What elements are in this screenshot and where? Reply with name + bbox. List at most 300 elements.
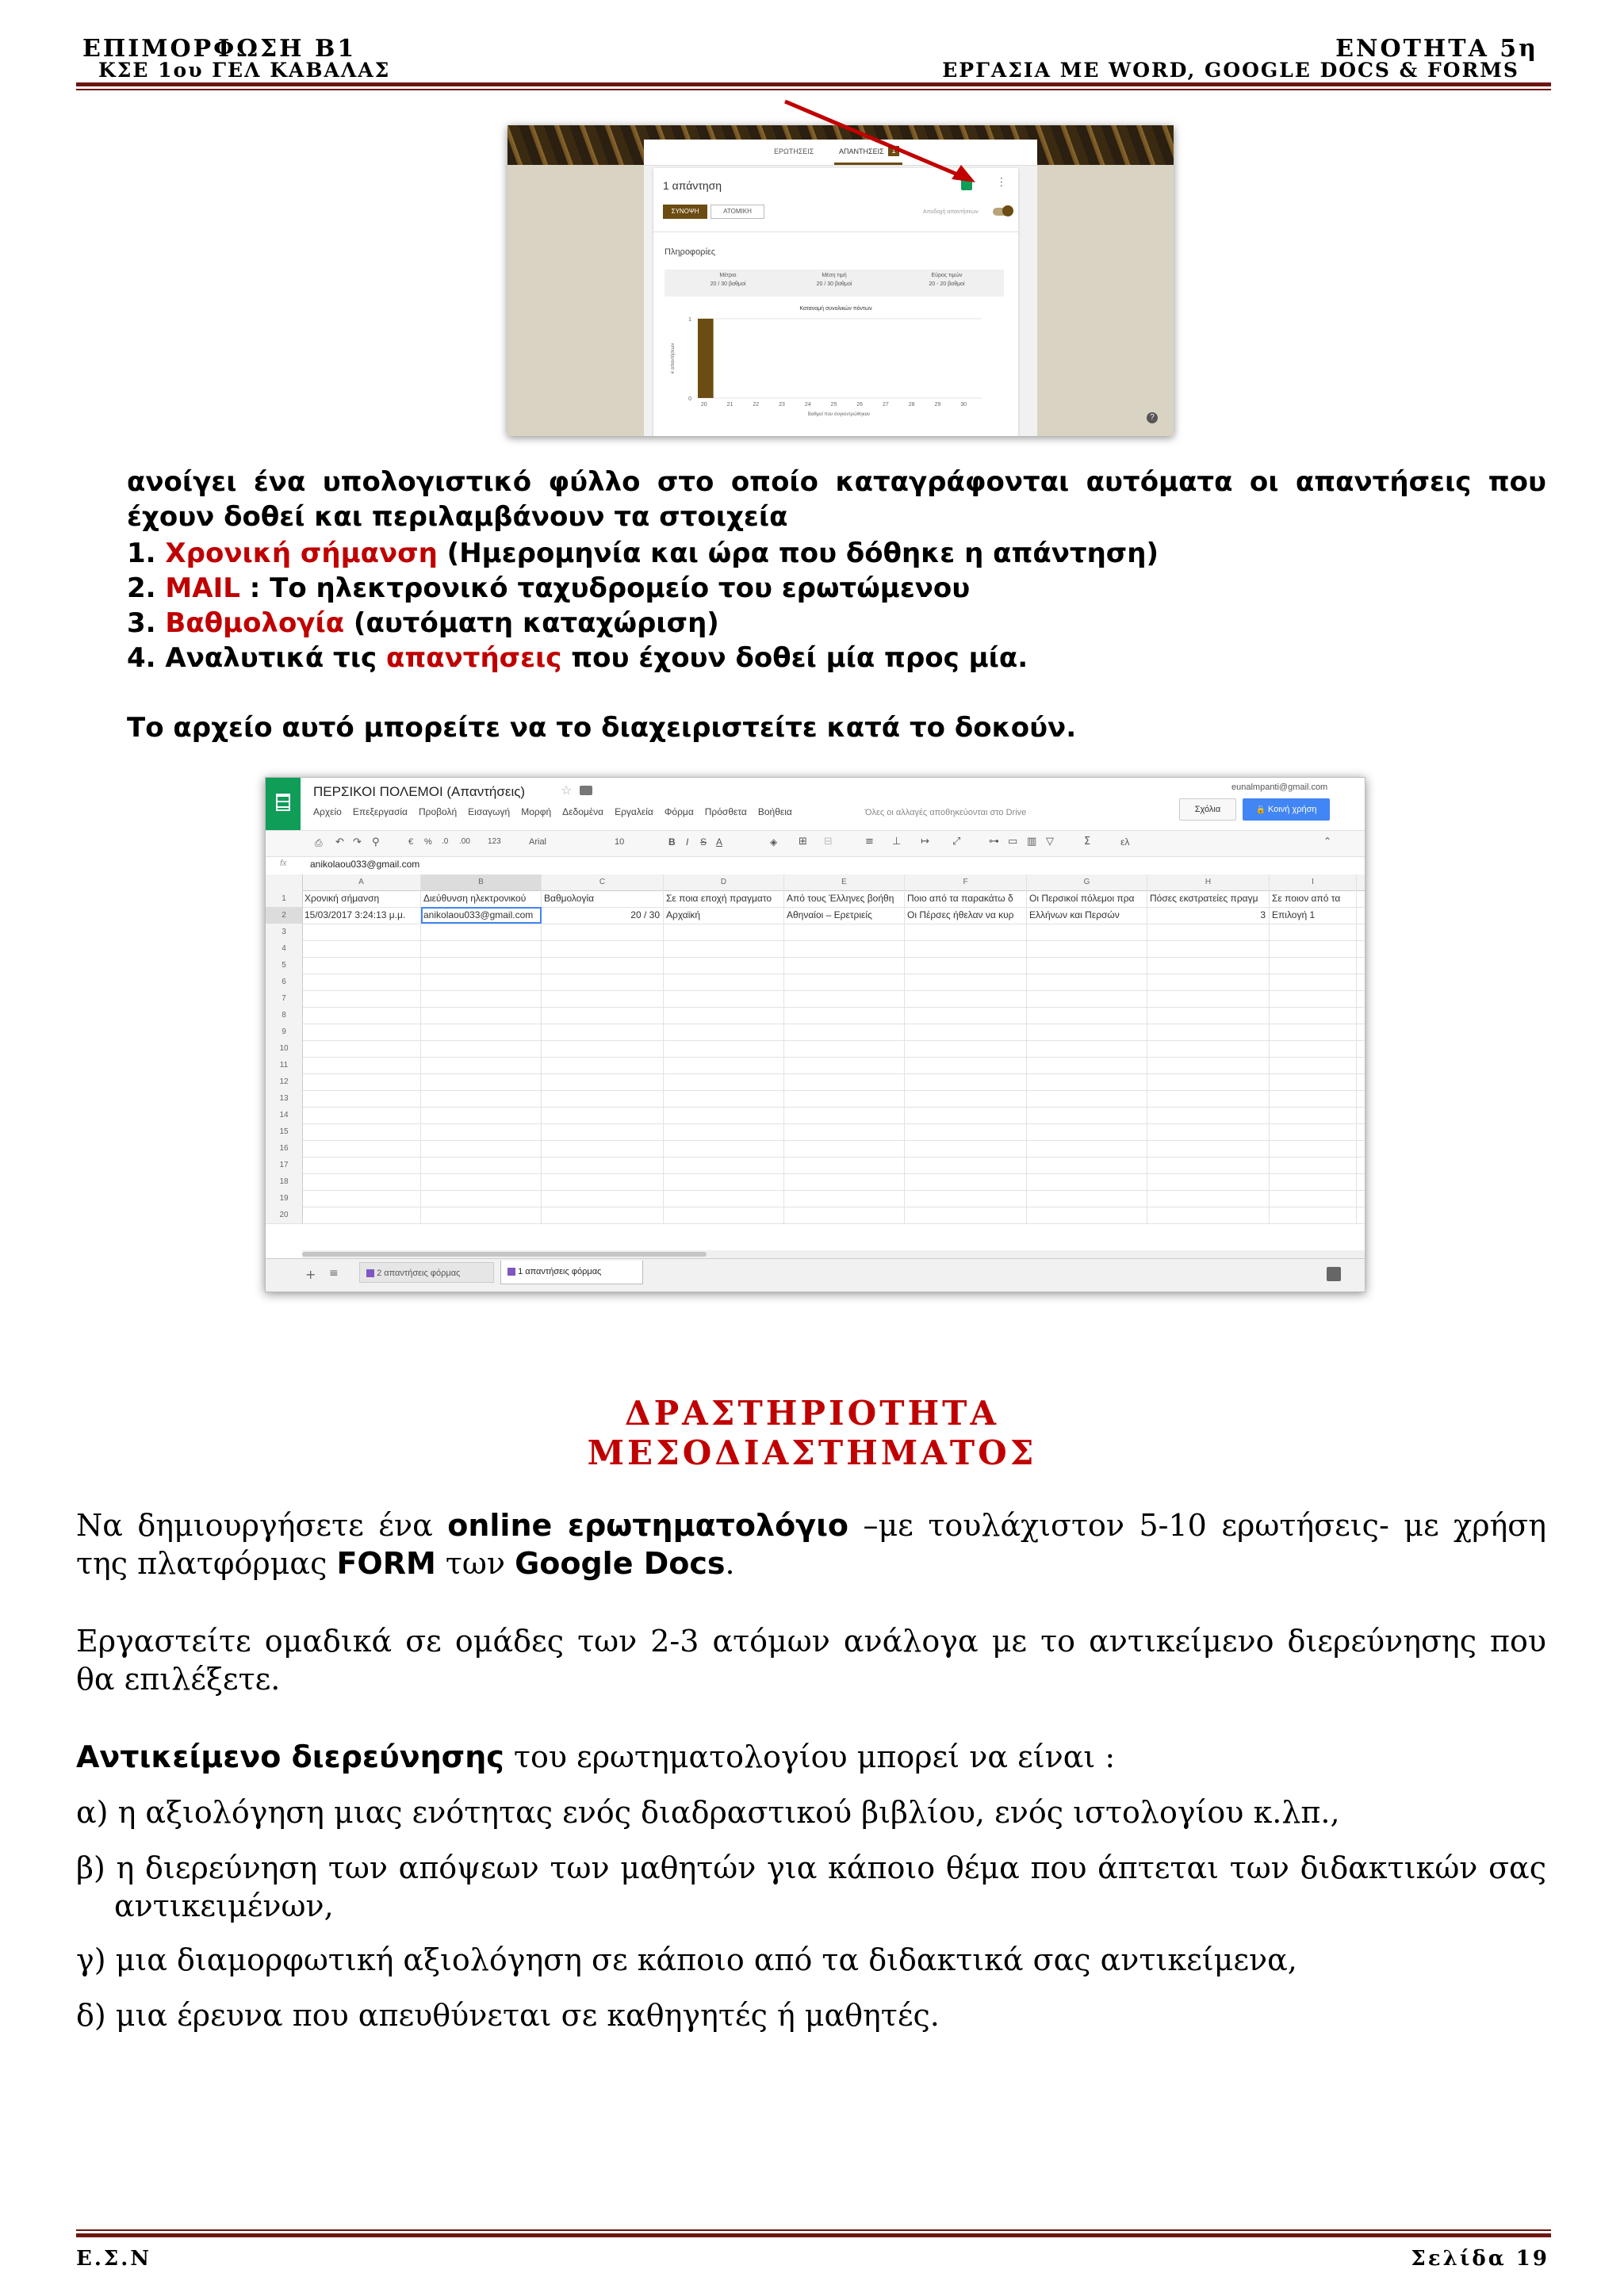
table-cell[interactable] <box>905 1123 1027 1140</box>
stats-strip <box>665 270 1004 297</box>
table-cell[interactable] <box>664 957 784 974</box>
row-number[interactable]: 6 <box>266 974 303 990</box>
table-cell[interactable] <box>1027 1190 1147 1207</box>
menu-item[interactable]: Εισαγωγή <box>468 806 511 817</box>
menu-item[interactable]: Βοήθεια <box>757 806 792 817</box>
table-cell[interactable] <box>302 1024 421 1040</box>
sheets-logo-icon <box>266 778 301 830</box>
row-number[interactable]: 10 <box>266 1040 303 1057</box>
table-cell[interactable] <box>1270 990 1357 1007</box>
chart-y-tick: 1 <box>688 317 691 323</box>
table-cell[interactable] <box>784 1190 905 1207</box>
table-cell[interactable] <box>905 940 1027 957</box>
star-icon[interactable]: ☆ <box>561 783 573 798</box>
table-cell[interactable] <box>542 1207 664 1223</box>
link-icon[interactable]: ⊶ <box>989 836 999 848</box>
table-cell[interactable] <box>905 974 1027 990</box>
table-cell[interactable] <box>1147 957 1270 974</box>
menu-item[interactable]: Επεξεργασία <box>352 806 408 817</box>
help-icon[interactable]: ? <box>1147 412 1158 423</box>
row-number[interactable]: 15 <box>266 1123 303 1140</box>
fx-label: fx <box>280 859 287 868</box>
table-cell[interactable] <box>784 1090 905 1107</box>
column-header[interactable]: I <box>1270 874 1357 890</box>
row-number[interactable]: 12 <box>266 1073 303 1090</box>
table-cell[interactable] <box>784 940 905 957</box>
table-cell[interactable] <box>905 1040 1027 1057</box>
table-cell[interactable] <box>542 1123 664 1140</box>
table-cell[interactable] <box>1147 1123 1270 1140</box>
table-cell[interactable] <box>784 1107 905 1123</box>
table-cell[interactable]: Ελλήνων και Περσών <box>1027 907 1147 924</box>
fill-color-icon[interactable]: ◈ <box>770 836 778 848</box>
row-number[interactable]: 9 <box>266 1024 303 1040</box>
table-cell[interactable]: Βαθμολογία <box>542 890 664 907</box>
table-cell[interactable] <box>1147 1173 1270 1190</box>
table-cell[interactable] <box>1147 1007 1270 1024</box>
table-cell[interactable] <box>1270 1190 1357 1207</box>
header-unit-subtitle: ΕΡΓΑΣΙΑ ΜΕ WORD, GOOGLE DOCS & FORMS <box>942 59 1519 82</box>
table-cell[interactable] <box>1147 974 1270 990</box>
item-number: 1. <box>127 538 156 569</box>
table-cell[interactable] <box>421 1140 542 1157</box>
table-cell[interactable] <box>664 1057 784 1073</box>
table-cell[interactable] <box>542 957 664 974</box>
table-cell[interactable] <box>421 1107 542 1123</box>
table-cell[interactable] <box>784 1157 905 1173</box>
row-number[interactable]: 5 <box>266 957 303 974</box>
table-cell[interactable] <box>784 924 905 940</box>
table-cell[interactable] <box>542 1190 664 1207</box>
table-cell[interactable] <box>784 1123 905 1140</box>
table-cell[interactable] <box>1027 924 1147 940</box>
table-cell[interactable] <box>784 1207 905 1223</box>
table-cell[interactable] <box>302 1040 421 1057</box>
table-cell[interactable] <box>664 1190 784 1207</box>
menu-item[interactable]: Προβολή <box>418 806 458 817</box>
table-cell[interactable] <box>421 1007 542 1024</box>
more-options-icon[interactable]: ⋮ <box>996 176 1007 189</box>
table-cell[interactable] <box>1027 1007 1147 1024</box>
menu-item[interactable]: Φόρμα <box>664 806 694 817</box>
chart-icon[interactable]: ▥ <box>1027 836 1037 848</box>
table-cell[interactable] <box>1027 1090 1147 1107</box>
rotate-icon[interactable]: ⤢ <box>952 836 961 848</box>
table-cell[interactable] <box>302 1107 421 1123</box>
undo-icon[interactable]: ↶ <box>335 836 344 848</box>
table-cell[interactable] <box>784 1007 905 1024</box>
table-cell[interactable] <box>905 1207 1027 1223</box>
menu-item[interactable]: Αρχείο <box>313 806 342 817</box>
chart-title: Κατανομή συνολικών πόντων <box>799 306 872 312</box>
table-cell[interactable] <box>905 1173 1027 1190</box>
column-header[interactable]: D <box>664 874 784 890</box>
table-cell[interactable] <box>784 990 905 1007</box>
row-number[interactable]: 1 <box>266 890 303 907</box>
merge-icon[interactable]: ⊟ <box>824 836 833 848</box>
table-cell[interactable] <box>542 1057 664 1073</box>
table-cell[interactable] <box>664 1007 784 1024</box>
column-header[interactable]: H <box>1147 874 1270 890</box>
table-cell[interactable] <box>1147 1140 1270 1157</box>
table-row <box>266 924 1365 941</box>
sheet-tab-2[interactable] <box>359 1262 494 1283</box>
table-cell[interactable] <box>664 1024 784 1040</box>
table-cell[interactable] <box>784 1040 905 1057</box>
table-cell[interactable] <box>1270 1207 1357 1223</box>
table-cell[interactable] <box>542 1073 664 1090</box>
accepting-toggle-knob <box>1002 205 1013 216</box>
table-cell[interactable] <box>542 1024 664 1040</box>
table-cell[interactable] <box>905 1057 1027 1073</box>
item-text: (αυτόματη καταχώριση) <box>344 607 719 639</box>
collapse-toolbar-icon[interactable]: ⌃ <box>1323 836 1332 847</box>
table-cell[interactable] <box>1027 1024 1147 1040</box>
table-cell[interactable] <box>1147 1157 1270 1173</box>
table-cell[interactable] <box>1270 1157 1357 1173</box>
table-cell[interactable] <box>1027 1207 1147 1223</box>
table-cell[interactable] <box>302 1190 421 1207</box>
annotation-arrow <box>777 95 983 190</box>
form-icon <box>508 1268 515 1276</box>
table-cell[interactable]: Πόσες εκστρατείες πραγμ <box>1147 890 1270 907</box>
table-cell[interactable] <box>1270 1040 1357 1057</box>
table-cell[interactable]: Χρονική σήμανση <box>302 890 421 907</box>
table-cell[interactable] <box>1147 1024 1270 1040</box>
table-cell[interactable] <box>302 1007 421 1024</box>
table-cell[interactable] <box>421 990 542 1007</box>
table-cell[interactable] <box>302 1123 421 1140</box>
table-cell[interactable] <box>1147 1207 1270 1223</box>
table-row <box>266 1207 1365 1224</box>
column-header[interactable]: E <box>784 874 905 890</box>
table-cell[interactable] <box>421 1190 542 1207</box>
table-cell[interactable] <box>302 1140 421 1157</box>
redo-icon[interactable]: ↷ <box>353 836 362 848</box>
table-cell[interactable] <box>302 1090 421 1107</box>
table-cell[interactable] <box>1270 1024 1357 1040</box>
table-cell[interactable] <box>421 1207 542 1223</box>
table-cell[interactable] <box>542 1090 664 1107</box>
table-cell[interactable] <box>1270 924 1357 940</box>
closing-sentence: Το αρχείο αυτό μπορείτε να το διαχειριστείτε κατά το δοκούν. <box>127 712 1077 744</box>
table-cell[interactable]: Επιλογή 1 <box>1270 907 1357 924</box>
table-cell[interactable] <box>664 1173 784 1190</box>
table-cell[interactable] <box>905 1140 1027 1157</box>
menu-item[interactable]: Μορφή <box>521 806 552 817</box>
table-cell[interactable] <box>421 957 542 974</box>
table-cell[interactable] <box>905 1090 1027 1107</box>
table-cell[interactable] <box>542 1007 664 1024</box>
table-cell[interactable] <box>421 940 542 957</box>
table-cell[interactable] <box>784 1024 905 1040</box>
table-cell[interactable] <box>1027 1123 1147 1140</box>
table-cell[interactable] <box>1027 957 1147 974</box>
paint-format-icon[interactable]: ⚲ <box>372 836 380 848</box>
strikethrough-icon[interactable]: S <box>700 836 707 848</box>
table-cell[interactable] <box>905 924 1027 940</box>
table-cell[interactable]: Αρχαϊκή <box>664 907 784 924</box>
chart-x-tick: 27 <box>883 402 889 408</box>
italic-icon[interactable]: I <box>686 836 689 848</box>
table-cell[interactable] <box>784 1073 905 1090</box>
table-cell[interactable] <box>542 1040 664 1057</box>
table-cell[interactable]: 15/03/2017 3:24:13 μ.μ. <box>302 907 421 924</box>
table-cell[interactable] <box>1270 974 1357 990</box>
table-cell[interactable] <box>1027 1140 1147 1157</box>
row-number[interactable]: 16 <box>266 1140 303 1157</box>
comments-button[interactable]: Σχόλια <box>1179 798 1236 821</box>
table-cell[interactable] <box>421 924 542 940</box>
table-cell[interactable] <box>784 1140 905 1157</box>
comment-icon[interactable]: ▭ <box>1008 836 1018 848</box>
table-cell[interactable] <box>1027 1107 1147 1123</box>
summary-button[interactable]: ΣΥΝΟΨΗ <box>663 205 707 219</box>
chart-x-tick: 25 <box>830 402 837 408</box>
stat-mean-value: 20 / 30 βαθμοί <box>710 281 746 287</box>
individual-button[interactable]: ΑΤΟΜΙΚΗ <box>710 205 764 219</box>
table-cell[interactable] <box>302 1173 421 1190</box>
activity-paragraph-2: Εργαστείτε ομαδικά σε ομάδες των 2-3 ατόμων ανάλογα με το αντικείμενο διερεύνησης που θα επιλέξετε. <box>76 1624 1546 1697</box>
row-number[interactable]: 3 <box>266 924 303 940</box>
sheet-tab-1[interactable] <box>500 1261 643 1284</box>
table-cell[interactable] <box>421 1024 542 1040</box>
document-title[interactable]: ΠΕΡΣΙΚΟΙ ΠΟΛΕΜΟΙ (Απαντήσεις) <box>313 784 526 799</box>
percent-icon[interactable]: % <box>424 837 432 847</box>
table-cell[interactable] <box>1027 940 1147 957</box>
table-cell[interactable] <box>784 957 905 974</box>
table-cell[interactable] <box>1147 1040 1270 1057</box>
row-number[interactable]: 17 <box>266 1157 303 1173</box>
activity-title-line1: ΔΡΑΣΤΗΡΙΟΤΗΤΑ <box>625 1394 999 1433</box>
table-cell[interactable] <box>1027 974 1147 990</box>
table-cell[interactable]: Σε ποια εποχή πραγματο <box>664 890 784 907</box>
functions-icon[interactable]: Σ <box>1084 836 1091 848</box>
select-all-corner[interactable] <box>266 874 303 890</box>
row-number[interactable]: 8 <box>266 1007 303 1024</box>
table-cell[interactable] <box>905 990 1027 1007</box>
share-label: Κοινή χρήση <box>1268 805 1317 814</box>
table-cell[interactable]: Διεύθυνση ηλεκτρονικού <box>421 890 542 907</box>
row-number[interactable]: 2 <box>266 907 303 924</box>
menu-item[interactable]: Πρόσθετα <box>704 806 747 817</box>
intro-paragraph <box>127 465 1546 534</box>
table-cell[interactable] <box>1270 1090 1357 1107</box>
table-cell[interactable] <box>664 1123 784 1140</box>
table-cell[interactable]: anikolaou033@gmail.com <box>421 907 542 924</box>
column-header[interactable]: C <box>542 874 664 890</box>
table-cell[interactable]: Σε ποιον από τα <box>1270 890 1357 907</box>
table-cell[interactable] <box>421 1073 542 1090</box>
column-header[interactable]: F <box>905 874 1027 890</box>
table-cell[interactable] <box>664 1107 784 1123</box>
table-cell[interactable] <box>1270 1107 1357 1123</box>
table-cell[interactable] <box>1147 1190 1270 1207</box>
chart-x-label: Βαθμοί που συγκεντρώθηκαν <box>807 412 871 417</box>
table-cell[interactable] <box>302 1073 421 1090</box>
activity-title-line2: ΜΕΣΟΔΙΑΣΤΗΜΑΤΟΣ <box>587 1433 1037 1472</box>
row-number[interactable]: 14 <box>266 1107 303 1123</box>
menu-item[interactable]: Δεδομένα <box>562 806 604 817</box>
table-row <box>266 1057 1365 1074</box>
table-cell[interactable] <box>1027 1073 1147 1090</box>
text-color-icon[interactable]: A <box>716 836 723 848</box>
table-cell[interactable]: 20 / 30 <box>542 907 664 924</box>
table-cell[interactable] <box>1147 1090 1270 1107</box>
table-cell[interactable] <box>664 1140 784 1157</box>
table-cell[interactable] <box>664 940 784 957</box>
table-cell[interactable] <box>542 1173 664 1190</box>
table-cell[interactable] <box>784 974 905 990</box>
table-cell[interactable]: Οι Περσικοί πόλεμοι πρα <box>1027 890 1147 907</box>
table-cell[interactable] <box>1027 1057 1147 1073</box>
align-icon[interactable]: ≡ <box>865 836 874 848</box>
table-cell[interactable]: 3 <box>1147 907 1270 924</box>
table-cell[interactable] <box>302 974 421 990</box>
table-cell[interactable] <box>542 1157 664 1173</box>
font-size-dropdown[interactable]: 10 <box>615 837 625 847</box>
table-cell[interactable] <box>421 1040 542 1057</box>
borders-icon[interactable]: ⊞ <box>799 836 807 848</box>
decimal-increase-icon[interactable]: .00 <box>459 837 470 846</box>
table-cell[interactable] <box>421 974 542 990</box>
explore-icon[interactable] <box>1327 1267 1341 1281</box>
table-cell[interactable] <box>1147 940 1270 957</box>
table-cell[interactable] <box>905 957 1027 974</box>
menu-item[interactable]: Εργαλεία <box>615 806 653 817</box>
table-cell[interactable] <box>542 924 664 940</box>
table-cell[interactable] <box>421 1057 542 1073</box>
table-cell[interactable] <box>664 974 784 990</box>
table-cell[interactable] <box>302 990 421 1007</box>
row-number[interactable]: 7 <box>266 990 303 1007</box>
share-button[interactable] <box>1243 798 1330 821</box>
table-cell[interactable] <box>421 1090 542 1107</box>
row-number[interactable]: 19 <box>266 1190 303 1207</box>
add-sheet-icon[interactable]: + <box>305 1267 316 1282</box>
table-cell[interactable] <box>664 1207 784 1223</box>
table-row <box>266 974 1365 991</box>
table-cell[interactable]: Οι Πέρσες ήθελαν να κυρ <box>905 907 1027 924</box>
table-cell[interactable] <box>302 1207 421 1223</box>
chart-x-tick: 22 <box>753 402 760 408</box>
table-cell[interactable] <box>1147 990 1270 1007</box>
table-cell[interactable] <box>1270 1140 1357 1157</box>
number-format-dropdown[interactable]: 123 <box>488 837 501 846</box>
item-highlight: Βαθμολογία <box>165 607 345 639</box>
table-cell[interactable] <box>542 1140 664 1157</box>
table-cell[interactable] <box>664 1073 784 1090</box>
table-row <box>266 1024 1365 1041</box>
table-cell[interactable] <box>302 924 421 940</box>
currency-icon[interactable]: € <box>408 837 414 847</box>
bold-icon[interactable]: B <box>668 836 676 848</box>
table-cell[interactable] <box>664 1090 784 1107</box>
table-cell[interactable] <box>1270 1173 1357 1190</box>
table-cell[interactable] <box>905 1157 1027 1173</box>
table-row <box>266 957 1365 974</box>
decimal-decrease-icon[interactable]: .0 <box>442 837 449 846</box>
table-cell[interactable] <box>784 1057 905 1073</box>
row-number[interactable]: 18 <box>266 1173 303 1190</box>
row-number[interactable]: 20 <box>266 1207 303 1223</box>
row-number[interactable]: 13 <box>266 1090 303 1107</box>
table-cell[interactable] <box>1270 1073 1357 1090</box>
table-cell[interactable] <box>905 1190 1027 1207</box>
tab-responses[interactable]: ΑΠΑΝΤΗΣΕΙΣ <box>839 147 884 155</box>
formula-input[interactable]: anikolaou033@gmail.com <box>310 859 420 870</box>
table-cell[interactable] <box>1270 1007 1357 1024</box>
table-cell[interactable] <box>302 940 421 957</box>
font-dropdown[interactable]: Arial <box>529 837 547 847</box>
filter-icon[interactable]: ▽ <box>1046 836 1054 848</box>
table-cell[interactable] <box>542 940 664 957</box>
all-sheets-icon[interactable]: ≡ <box>329 1267 339 1280</box>
table-cell[interactable]: Αθηναίοι – Ερετριείς <box>784 907 905 924</box>
table-cell[interactable] <box>1270 1123 1357 1140</box>
table-cell[interactable]: Από τους Έλληνες βοήθη <box>784 890 905 907</box>
table-cell[interactable] <box>302 1157 421 1173</box>
print-icon[interactable]: ⎙ <box>315 837 323 848</box>
table-cell[interactable] <box>664 924 784 940</box>
table-cell[interactable] <box>1027 1157 1147 1173</box>
user-email[interactable]: eunalmpanti@gmail.com <box>1231 783 1328 792</box>
table-cell[interactable] <box>1027 1040 1147 1057</box>
table-cell[interactable] <box>1270 940 1357 957</box>
table-cell[interactable] <box>1147 1073 1270 1090</box>
stat-range-value: 20 - 20 βαθμοί <box>929 281 965 287</box>
table-cell[interactable] <box>1027 990 1147 1007</box>
table-cell[interactable] <box>421 1157 542 1173</box>
table-cell[interactable] <box>1270 957 1357 974</box>
folder-icon[interactable] <box>580 786 592 795</box>
table-cell[interactable] <box>664 1157 784 1173</box>
table-cell[interactable] <box>542 1107 664 1123</box>
table-cell[interactable] <box>302 1057 421 1073</box>
table-cell[interactable] <box>784 1173 905 1190</box>
table-cell[interactable] <box>421 1123 542 1140</box>
table-cell[interactable] <box>905 1073 1027 1090</box>
table-cell[interactable] <box>1270 1057 1357 1073</box>
column-header[interactable]: B <box>421 874 542 890</box>
table-cell[interactable] <box>1147 1107 1270 1123</box>
table-cell[interactable] <box>905 1007 1027 1024</box>
table-cell[interactable] <box>664 990 784 1007</box>
table-cell[interactable] <box>905 1024 1027 1040</box>
table-cell[interactable] <box>1147 1057 1270 1073</box>
horizontal-scrollbar[interactable] <box>302 1250 1365 1258</box>
row-number[interactable]: 4 <box>266 940 303 957</box>
column-header[interactable]: A <box>302 874 421 890</box>
input-language-dropdown[interactable]: ελ <box>1120 836 1130 848</box>
table-cell[interactable] <box>542 990 664 1007</box>
column-header[interactable]: G <box>1027 874 1147 890</box>
row-number[interactable]: 11 <box>266 1057 303 1073</box>
table-cell[interactable]: Ποιο από τα παρακάτω δ <box>905 890 1027 907</box>
table-cell[interactable] <box>905 1107 1027 1123</box>
table-cell[interactable] <box>421 1173 542 1190</box>
table-cell[interactable] <box>1147 924 1270 940</box>
table-cell[interactable] <box>664 1040 784 1057</box>
item-highlight: Χρονική σήμανση <box>165 538 438 569</box>
p1-text: Να δημιουργήσετε ένα <box>76 1508 448 1543</box>
wrap-icon[interactable]: ↦ <box>921 836 929 848</box>
table-cell[interactable] <box>542 974 664 990</box>
valign-icon[interactable]: ⊥ <box>892 836 902 848</box>
tab-questions[interactable]: ΕΡΩΤΗΣΕΙΣ <box>774 147 814 155</box>
table-cell[interactable] <box>1027 1173 1147 1190</box>
table-cell[interactable] <box>302 957 421 974</box>
